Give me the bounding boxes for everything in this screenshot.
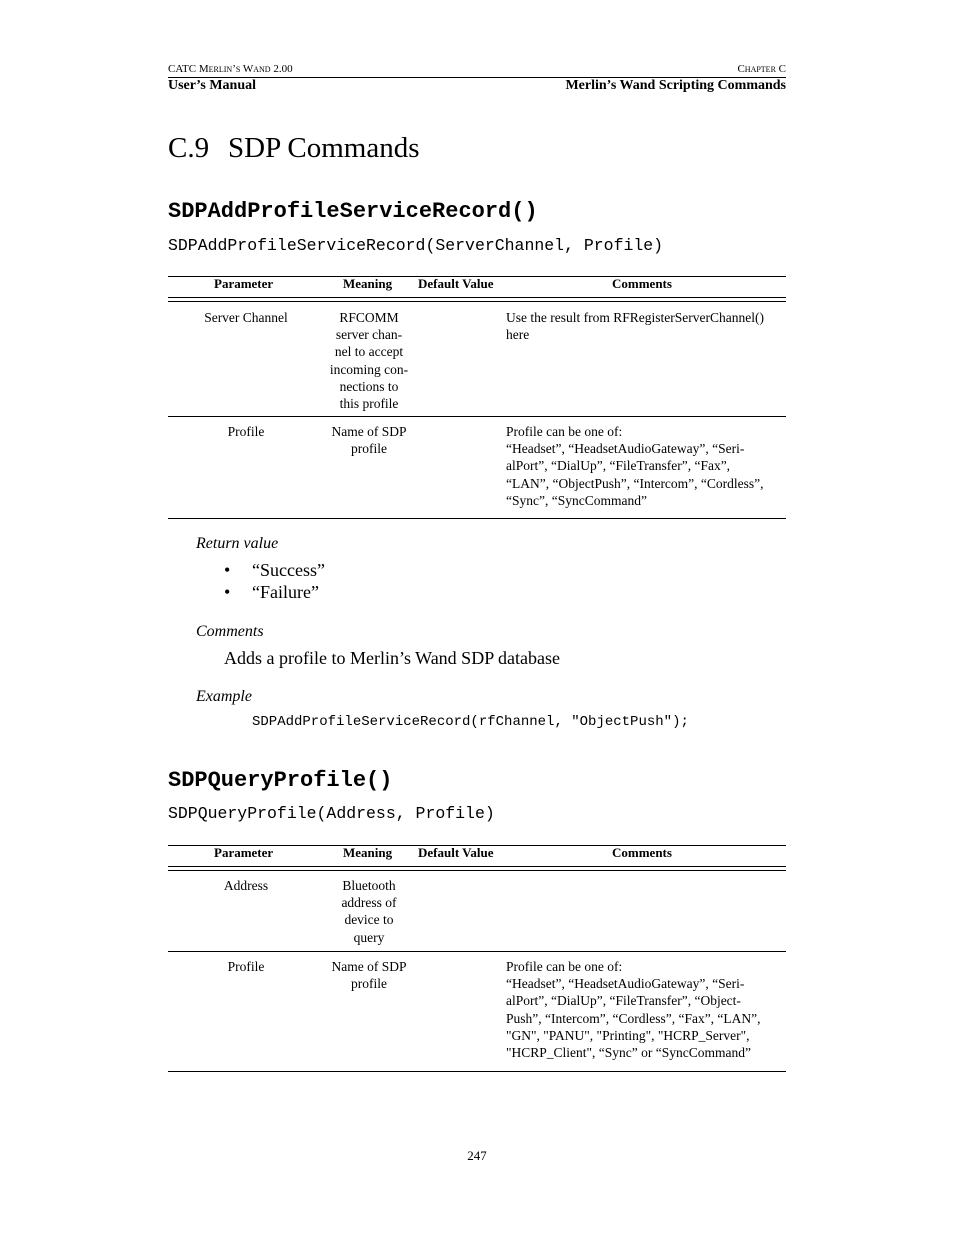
return-value: “Failure”	[252, 582, 319, 602]
comment-line: alPort”, “DialUp”, “FileTransfer”, “Fax”,	[506, 458, 731, 474]
col-default-value: Default Value	[418, 845, 494, 860]
cell-meaning	[326, 877, 412, 946]
comment-line: Profile can be one of:	[506, 959, 623, 974]
table-header	[168, 845, 786, 866]
table-header	[168, 276, 786, 297]
page-number: 247	[467, 1148, 487, 1163]
meaning-line: device to	[344, 912, 394, 928]
running-header-top	[168, 63, 786, 77]
command-signature-1: SDPAddProfileServiceRecord(ServerChannel, Profile)	[168, 236, 664, 255]
comment-line: “Sync”, “SyncCommand”	[506, 492, 647, 508]
cell-comments	[506, 423, 780, 509]
header-section: Merlin’s Wand Scripting Commands	[565, 78, 786, 93]
table-row	[168, 952, 786, 1072]
header-product: CATC Merlin’s Wand 2.00	[168, 63, 293, 75]
running-header-bottom	[168, 78, 786, 96]
meaning-line: profile	[351, 441, 387, 457]
meaning-line: Name of SDP	[331, 424, 407, 439]
cell-parameter: Profile	[227, 959, 265, 974]
command-title-1: SDPAddProfileServiceRecord()	[168, 199, 538, 224]
meaning-line: nections to	[339, 378, 399, 394]
section-number: C.9	[168, 132, 210, 164]
parameter-table-2	[168, 845, 786, 1072]
cell-comments	[506, 958, 780, 1061]
table-row	[168, 417, 786, 519]
comment-line: “Headset”, “HeadsetAudioGateway”, “Seri-	[506, 976, 745, 992]
cell-parameter: Server Channel	[204, 310, 288, 325]
example-label: Example	[196, 688, 252, 705]
list-item: • “Success”	[224, 560, 325, 580]
document-page	[168, 0, 786, 1235]
meaning-line: RFCOMM	[339, 310, 399, 325]
meaning-line: Name of SDP	[331, 959, 407, 974]
list-item: • “Failure”	[224, 582, 319, 602]
example-code: SDPAddProfileServiceRecord(rfChannel, "ObjectPush");	[252, 714, 689, 730]
cell-meaning	[326, 958, 412, 992]
comment-line: Profile can be one of:	[506, 424, 623, 439]
comment-line: "HCRP_Client", “Sync” or “SyncCommand”	[506, 1045, 751, 1061]
col-parameter: Parameter	[214, 276, 274, 291]
meaning-line: Bluetooth	[342, 878, 396, 893]
comment-line: “Headset”, “HeadsetAudioGateway”, “Seri-	[506, 441, 745, 457]
meaning-line: nel to accept	[334, 344, 404, 360]
meaning-line: server chan-	[335, 327, 403, 343]
meaning-line: query	[353, 929, 385, 945]
cell-meaning	[326, 423, 412, 457]
col-comments: Comments	[612, 276, 672, 291]
section-title-text: SDP Commands	[228, 132, 420, 164]
parameter-table-1	[168, 276, 786, 519]
comment-line: “LAN”, “ObjectPush”, “Intercom”, “Cordless”,	[506, 475, 764, 491]
cell-comments	[506, 309, 780, 343]
table-row	[168, 871, 786, 952]
header-manual: User’s Manual	[168, 78, 257, 93]
meaning-line: incoming con-	[329, 361, 409, 377]
col-meaning: Meaning	[343, 276, 393, 291]
meaning-line: this profile	[339, 396, 399, 412]
comment-line: here	[506, 327, 530, 343]
header-chapter: Chapter C	[737, 63, 786, 75]
cell-parameter: Address	[223, 878, 269, 893]
section-title	[168, 132, 420, 165]
meaning-line: profile	[351, 976, 387, 992]
return-value: “Success”	[252, 560, 325, 580]
comments-text: Adds a profile to Merlin’s Wand SDP database	[224, 648, 560, 668]
comment-line: Use the result from RFRegisterServerChannel()	[506, 310, 764, 325]
table-row	[168, 302, 786, 417]
col-comments: Comments	[612, 845, 672, 860]
meaning-line: address of	[341, 895, 397, 911]
comment-line: Push”, “Intercom”, “Cordless”, “Fax”, “LAN”,	[506, 1010, 761, 1026]
command-title-2: SDPQueryProfile()	[168, 768, 393, 793]
col-parameter: Parameter	[214, 845, 274, 860]
cell-meaning	[326, 309, 412, 412]
cell-parameter: Profile	[227, 424, 265, 439]
comments-label: Comments	[196, 623, 264, 640]
col-default-value: Default Value	[418, 276, 494, 291]
command-signature-2: SDPQueryProfile(Address, Profile)	[168, 804, 495, 823]
col-meaning: Meaning	[343, 845, 393, 860]
comment-line: alPort”, “DialUp”, “FileTransfer”, “Object-	[506, 993, 741, 1009]
comment-line: "GN", "PANU", "Printing", "HCRP_Server",	[506, 1027, 750, 1043]
return-value-label: Return value	[196, 535, 279, 552]
